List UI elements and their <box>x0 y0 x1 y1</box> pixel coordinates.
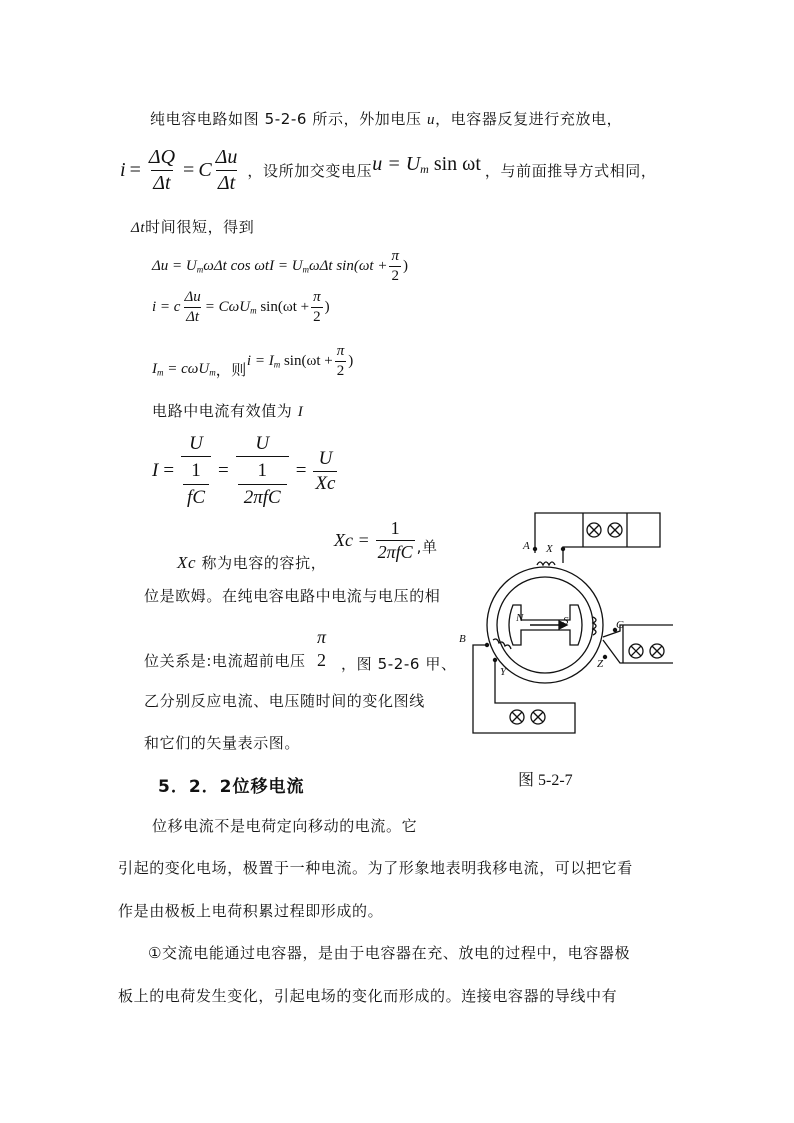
lamp-group-top <box>583 513 627 547</box>
para4-xc-formula <box>334 518 438 563</box>
lamp-group-bottom <box>510 710 545 724</box>
eq5-frac-3: $\frac{U}{Xc}$ <box>315 447 336 494</box>
para4-line1 <box>177 552 326 573</box>
para5-line2: 引起的变化电场，极置于一种电流。为了形象地表明我移电流，可以把它看 <box>118 859 633 877</box>
label-S: S <box>563 615 569 627</box>
eq1-dt: Δt <box>153 172 171 194</box>
eq1-eq: = <box>129 159 141 181</box>
para1-line <box>150 108 622 129</box>
section-heading: 5．2．2位移电流 <box>158 777 305 797</box>
para4-text1: 称为电容的容抗， <box>201 554 327 572</box>
generator-figure <box>455 505 680 755</box>
eq2-mid: ωΔt cos ωtI = U <box>203 258 303 274</box>
eq1-tail-text: ，与前面推导方式相同， <box>484 162 657 180</box>
eq1-frac-q <box>147 146 177 195</box>
coil-top <box>537 562 555 565</box>
equation-1: i = $\frac{\Delta Q}{\Delta t}$ = C $\frac{\Delta u}{\Delta t}$ ，设所加交变电压 $u = U_m$ sin ωt ，与前面推导方式相同， <box>120 146 657 194</box>
eq3-left: i = c <box>152 299 181 315</box>
eq1-i: i <box>120 159 126 181</box>
eq1-mid-text: ，设所加交变电压 <box>247 162 373 180</box>
para1-tail: ，电容器反复进行充放电， <box>435 110 623 128</box>
eq1-dq: ΔQ <box>148 146 176 168</box>
para3-var: I <box>297 404 304 420</box>
para1-lead: 纯电容电路如图 5-2-6 所示，外加电压 <box>150 110 422 128</box>
label-N: N <box>516 612 524 624</box>
para4-line3b: ，图 5-2-6 甲、 <box>341 655 457 673</box>
para4-unit: ,单 <box>416 538 438 556</box>
eq3-right: sin(ωt + <box>260 299 310 315</box>
para5-line1: 位移电流不是电荷定向移动的电流。它 <box>152 817 418 835</box>
wire-top <box>535 513 660 563</box>
para4-line5: 和它们的矢量表示图。 <box>144 734 301 752</box>
eq2-frac-pi: $\frac{\pi}{2}$ <box>391 248 399 284</box>
para4-frac: $\frac{1}{\text{2πfC}}$ <box>377 518 413 562</box>
equation-4: $I_m = c\omega U_m$ ，则 $i = I_m$ sin(ωt + $\frac{\pi}{2}$ ) <box>152 343 354 379</box>
eq4-i: i = I <box>246 353 274 369</box>
para4-line4: 乙分别反应电流、电压随时间的变化图线 <box>144 692 425 710</box>
para3-line <box>152 400 303 421</box>
lamp-group-right <box>629 644 664 658</box>
para4-Xc2: Xc = <box>334 530 370 550</box>
eq4-ze: ，则 <box>215 361 247 379</box>
equation-5: I = U 1 fC = U 1 2πfC = $\frac{U}{Xc}$ <box>152 433 336 508</box>
wire-right-bottom <box>603 640 673 663</box>
eq4-rest: = cωU <box>167 361 210 377</box>
para4-Xc: Xc <box>177 553 197 572</box>
eq4-Im: I <box>152 361 157 377</box>
label-X: X <box>546 543 553 555</box>
eq2-right: ωΔt sin(ωt + <box>309 258 388 274</box>
para4-line2: 位是欧姆。在纯电容电路中电流与电压的相 <box>144 587 441 605</box>
para2-line <box>131 216 254 237</box>
label-B: B <box>459 633 466 645</box>
label-Y: Y <box>500 666 507 678</box>
equation-3: i = c $\frac{\Delta u}{\Delta t}$ = CωU$_m$ sin(ωt + $\frac{\pi}{2}$ ) <box>152 289 330 325</box>
label-C: C <box>616 619 624 631</box>
para6-line2: 板上的电荷发生变化，引起电场的变化而形成的。连接电容器的导线中有 <box>118 987 618 1005</box>
label-A: A <box>523 540 530 552</box>
para2-text: 时间很短，得到 <box>145 218 255 236</box>
eq3-frac-du: $\frac{\Delta u}{\Delta t}$ <box>184 289 201 325</box>
eq4-sin: sin(ωt + <box>283 353 333 369</box>
eq1-C: C <box>198 159 212 181</box>
para4-line3 <box>144 650 306 671</box>
var-u: u <box>426 112 436 128</box>
equation-2: $\Delta u = U_m\omega\Delta t$ $\cos \omega tI = U_m\omega\Delta t$ sin(ωt + $\frac{\pi}{2}$ ) <box>152 248 408 284</box>
eq1-dt2: Δt <box>217 172 236 194</box>
eq5-I: I <box>152 460 159 481</box>
eq1-frac-u <box>214 146 240 195</box>
para6-line1: ①交流电能通过电容器，是由于电容器在充、放电的过程中，电容器极 <box>148 944 631 962</box>
eq3-mid: = CωU <box>204 299 251 315</box>
eq1-u-expr: $u = U_m$ sin ωt <box>372 152 481 176</box>
para4-line3a: 位关系是:电流超前电压 <box>144 652 306 670</box>
eq2-left: Δu = U <box>152 258 197 274</box>
eq3-frac-pi: $\frac{\pi}{2}$ <box>313 289 321 325</box>
figure-caption: 图 5-2-7 <box>518 772 573 789</box>
eq5-frac-1: U 1 fC <box>181 433 211 509</box>
para4-pi-frac: π 2 <box>317 627 327 670</box>
eq5-frac-2: U 1 2πfC <box>236 433 289 509</box>
eq1-du: Δu <box>215 146 238 168</box>
label-Z: Z <box>597 658 604 670</box>
eq4-frac-pi: $\frac{\pi}{2}$ <box>336 343 345 379</box>
para3-text: 电路中电流有效值为 <box>152 402 293 420</box>
para5-line3: 作是由极板上电荷积累过程即形成的。 <box>118 902 384 920</box>
para2-dt: Δt <box>131 220 146 236</box>
